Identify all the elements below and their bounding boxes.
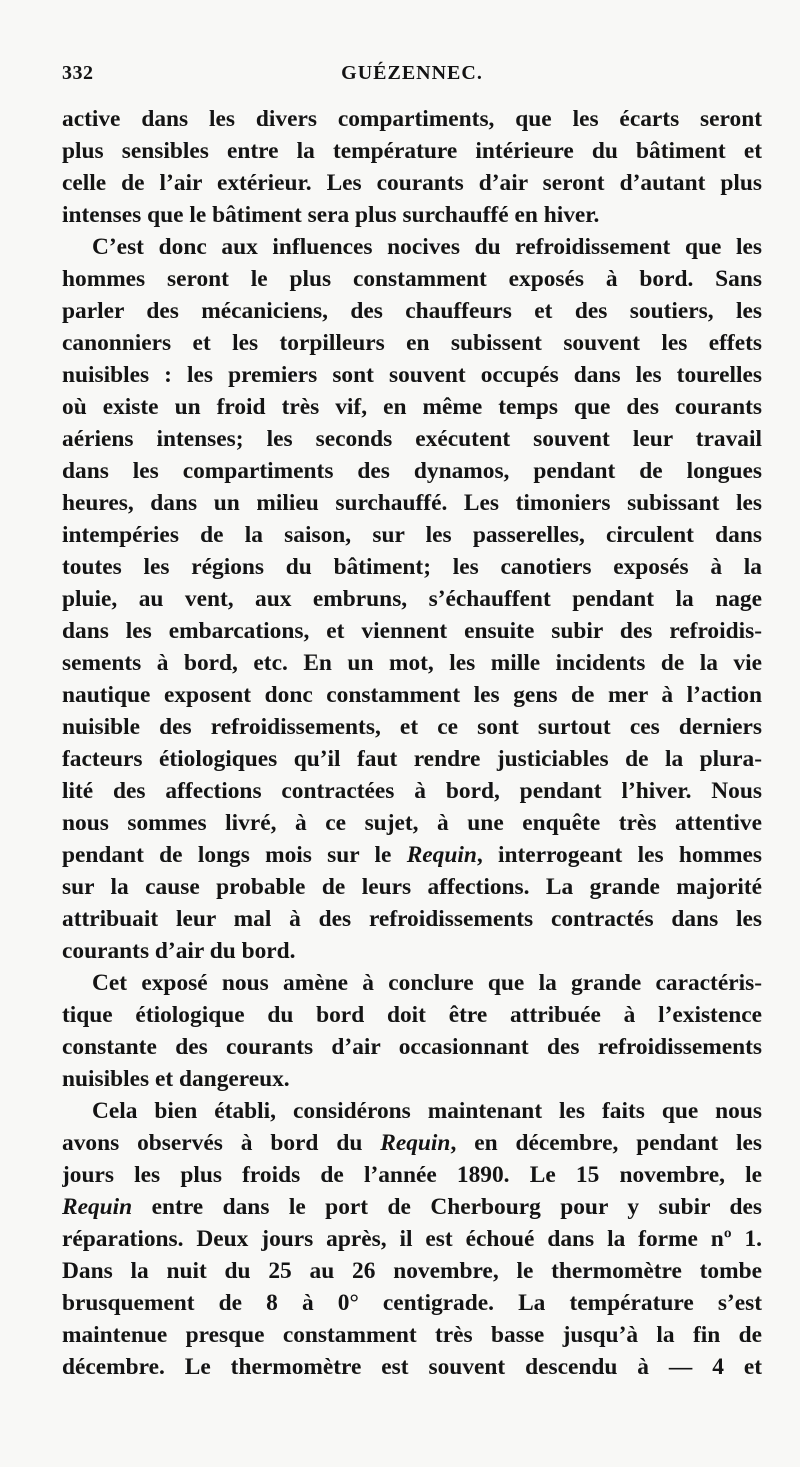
text-line: heures, dans un milieu surchauffé. Les timoniers subissant les [62, 490, 762, 516]
text-line: attribuait leur mal à des refroidissements contractés dans les [62, 906, 762, 932]
text-line: active dans les divers compartiments, que les écarts seront [62, 106, 762, 132]
text-line: aériens intenses; les seconds exécutent souvent leur travail [62, 426, 762, 452]
text-segment: , interrogeant les hommes [476, 842, 762, 868]
text-line [62, 1191, 762, 1223]
text-line: dans les compartiments des dynamos, pendant de longues [62, 458, 762, 484]
text-line: réparations. Deux jours après, il est échoué dans la forme nº 1. [62, 1226, 762, 1252]
text-line: parler des mécaniciens, des chauffeurs et des soutiers, les [62, 298, 762, 324]
text-line: nuisible des refroidissements, et ce sont surtout ces derniers [62, 714, 762, 740]
text-line: Cela bien établi, considérons maintenant les faits que nous [92, 1098, 762, 1124]
text-line: facteurs étiologiques qu’il faut rendre justiciables de la plura- [62, 746, 762, 772]
text-line: intempéries de la saison, sur les passerelles, circulent dans [62, 522, 762, 548]
running-title: GUÉZENNEC. [341, 62, 483, 84]
text-line: nuisibles : les premiers sont souvent occupés dans les tourelles [62, 362, 762, 388]
text-line: hommes seront le plus constamment exposés à bord. Sans [62, 266, 762, 292]
text-line: tique étiologique du bord doit être attribuée à l’existence [62, 1002, 762, 1028]
text-line: plus sensibles entre la température intérieure du bâtiment et [62, 138, 762, 164]
text-line [62, 839, 762, 871]
text-line: nuisibles et dangereux. [62, 1066, 290, 1092]
text-line: lité des affections contractées à bord, pendant l’hiver. Nous [62, 778, 762, 804]
text-segment: , en décembre, pendant les [450, 1130, 762, 1156]
page-number: 332 [62, 62, 94, 84]
ship-name-requin: Requin [406, 842, 477, 868]
text-line: pluie, au vent, aux embruns, s’échauffent pendant la nage [62, 586, 762, 612]
text-segment: avons observés à bord du [62, 1130, 381, 1156]
text-segment: entre dans le port de Cherbourg pour y subir des [132, 1194, 762, 1220]
text-line: jours les plus froids de l’année 1890. Le 15 novembre, le [62, 1162, 762, 1188]
text-line: brusquement de 8 à 0° centigrade. La température s’est [62, 1290, 762, 1316]
text-line: C’est donc aux influences nocives du refroidissement que les [92, 234, 762, 260]
text-line: canonniers et les torpilleurs en subissent souvent les effets [62, 330, 762, 356]
text-line: nautique exposent donc constamment les gens de mer à l’action [62, 682, 762, 708]
text-line: intenses que le bâtiment sera plus surchauffé en hiver. [62, 202, 600, 228]
text-line: nous sommes livré, à ce sujet, à une enquête très attentive [62, 810, 762, 836]
text-line: constante des courants d’air occasionnant des refroidissements [62, 1034, 762, 1060]
running-head [62, 62, 762, 92]
text-line: sur la cause probable de leurs affections. La grande majorité [62, 874, 762, 900]
text-line [62, 1127, 762, 1159]
body-text [62, 103, 762, 1383]
ship-name-requin: Requin [380, 1130, 451, 1156]
text-line: où existe un froid très vif, en même temps que des courants [62, 394, 762, 420]
text-line: décembre. Le thermomètre est souvent descendu à — 4 et [62, 1354, 762, 1380]
ship-name-requin: Requin [62, 1194, 133, 1220]
text-line: toutes les régions du bâtiment; les canotiers exposés à la [62, 554, 762, 580]
text-line: celle de l’air extérieur. Les courants d’air seront d’autant plus [62, 170, 762, 196]
text-line: maintenue presque constamment très basse jusqu’à la fin de [62, 1322, 762, 1348]
text-line: sements à bord, etc. En un mot, les mille incidents de la vie [62, 650, 762, 676]
text-line: dans les embarcations, et viennent ensuite subir des refroidis- [62, 618, 762, 644]
text-line: Cet exposé nous amène à conclure que la grande caractéris- [92, 970, 762, 996]
text-line: Dans la nuit du 25 au 26 novembre, le thermomètre tombe [62, 1258, 762, 1284]
text-segment: pendant de longs mois sur le [62, 842, 407, 868]
text-line: courants d’air du bord. [62, 938, 296, 964]
